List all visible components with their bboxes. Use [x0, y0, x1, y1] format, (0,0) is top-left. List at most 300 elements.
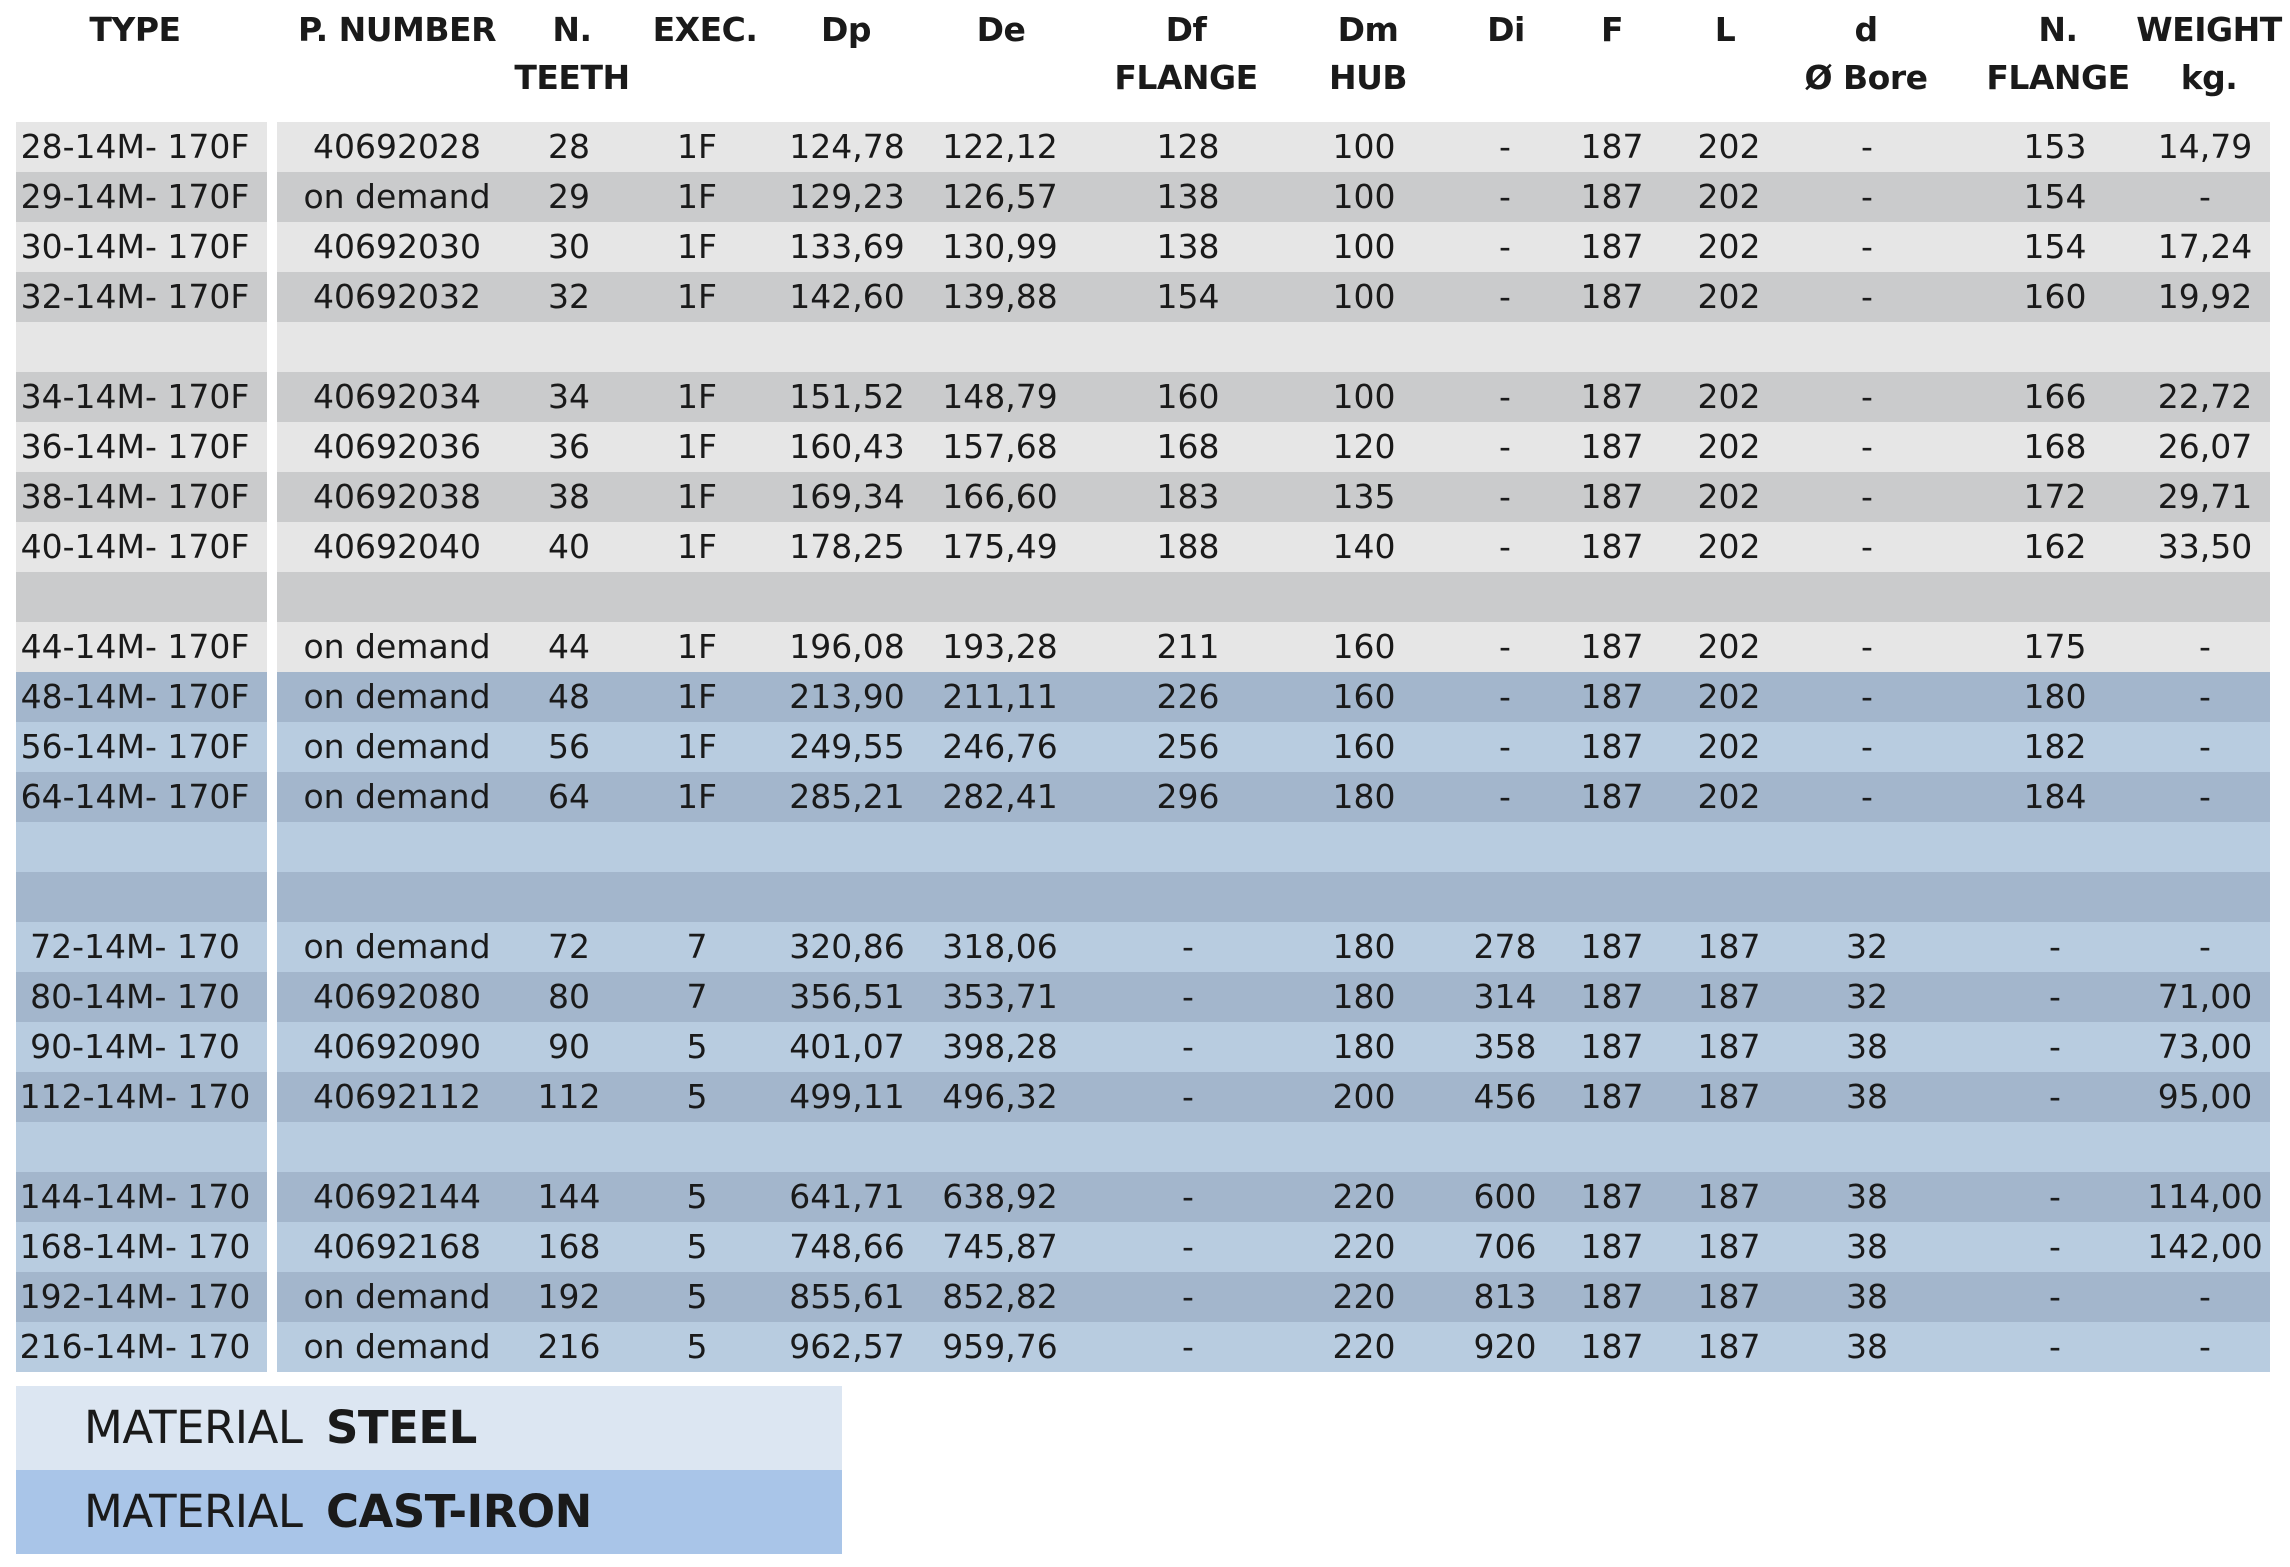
cell-n-flange: 154	[2023, 177, 2087, 216]
cell-df-flange: -	[1182, 1177, 1194, 1216]
cell-bore: -	[1861, 727, 1873, 766]
cell-dm-hub: 220	[1332, 1177, 1396, 1216]
header-l-line1: L	[1714, 10, 1736, 49]
cell-l: 202	[1697, 127, 1761, 166]
cell-n-flange: -	[2049, 1177, 2061, 1216]
cell-f	[1562, 572, 1662, 622]
cell-de: 126,57	[942, 177, 1058, 216]
cell-df-flange: 160	[1156, 377, 1220, 416]
cell-de: 157,68	[942, 427, 1058, 466]
cell-dp: 142,60	[789, 277, 905, 316]
cell-part-number: 40692168	[313, 1227, 481, 1266]
cell-dp: 133,69	[789, 227, 905, 266]
cell-bore: -	[1861, 127, 1873, 166]
cell-l: 187	[1697, 1327, 1761, 1366]
cell-weight: -	[2199, 777, 2211, 816]
cell-type: 44-14M- 170F	[20, 627, 250, 666]
cell-dp: 748,66	[789, 1227, 905, 1266]
cell-f: 187	[1580, 427, 1644, 466]
cell-de: 353,71	[942, 977, 1058, 1016]
header-dm-hub-line2: HUB	[1328, 58, 1408, 97]
cell-part-number: 40692028	[313, 127, 481, 166]
cell-weight: 73,00	[2157, 1027, 2253, 1066]
cell-bore: -	[1861, 427, 1873, 466]
cell-weight	[2130, 872, 2280, 922]
cell-di	[1450, 872, 1560, 922]
cell-type: 56-14M- 170F	[20, 727, 250, 766]
cell-type: 72-14M- 170	[30, 927, 240, 966]
header-weight-line2: kg.	[2180, 58, 2238, 97]
cell-f: 187	[1580, 1327, 1644, 1366]
cell-f: 187	[1580, 1227, 1644, 1266]
cell-df-flange: 188	[1156, 527, 1220, 566]
table-row	[16, 372, 2270, 422]
cell-di: -	[1499, 227, 1511, 266]
cell-weight: 71,00	[2157, 977, 2253, 1016]
cell-df-flange: 183	[1156, 477, 1220, 516]
cell-di: -	[1499, 127, 1511, 166]
cell-dm-hub: 220	[1332, 1277, 1396, 1316]
cell-dp: 160,43	[789, 427, 905, 466]
cell-de: 166,60	[942, 477, 1058, 516]
cell-type: 80-14M- 170	[30, 977, 240, 1016]
cell-part-number: 40692112	[313, 1077, 481, 1116]
cell-n-flange: -	[2049, 1027, 2061, 1066]
legend-label: MATERIAL	[84, 1401, 303, 1454]
cell-n-flange: 184	[2023, 777, 2087, 816]
cell-bore: -	[1861, 277, 1873, 316]
cell-bore: -	[1861, 477, 1873, 516]
cell-type: 30-14M- 170F	[20, 227, 250, 266]
cell-weight: -	[2199, 1327, 2211, 1366]
cell-dp: 213,90	[789, 677, 905, 716]
cell-dm-hub: 100	[1332, 377, 1396, 416]
table-header	[0, 0, 2290, 118]
cell-f: 187	[1580, 177, 1644, 216]
cell-de: 148,79	[942, 377, 1058, 416]
legend-cast-iron	[16, 1470, 842, 1554]
table-row	[16, 1272, 2270, 1322]
cell-df-flange: 296	[1156, 777, 1220, 816]
cell-f: 187	[1580, 477, 1644, 516]
cell-part-number: on demand	[303, 927, 491, 966]
cell-part-number: 40692040	[313, 527, 481, 566]
cell-f: 187	[1580, 277, 1644, 316]
header-teeth-line1: N.	[552, 10, 592, 49]
cell-f: 187	[1580, 927, 1644, 966]
cell-de: 496,32	[942, 1077, 1058, 1116]
cell-teeth	[514, 322, 624, 372]
cell-dp	[772, 1122, 922, 1172]
cell-type: 32-14M- 170F	[20, 277, 250, 316]
cell-part-number: 40692034	[313, 377, 481, 416]
cell-l: 202	[1697, 527, 1761, 566]
cell-di: -	[1499, 527, 1511, 566]
header-weight-line1: WEIGHT	[2136, 10, 2282, 49]
cell-l: 202	[1697, 277, 1761, 316]
cell-de: 139,88	[942, 277, 1058, 316]
cell-dp: 178,25	[789, 527, 905, 566]
cell-weight: -	[2199, 627, 2211, 666]
cell-dm-hub: 220	[1332, 1227, 1396, 1266]
header-f-line1: F	[1600, 10, 1624, 49]
header-df-flange-line1: Df	[1165, 10, 1207, 49]
cell-weight	[2130, 1122, 2280, 1172]
legend-material-value: STEEL	[326, 1401, 477, 1454]
cell-n-flange: 162	[2023, 527, 2087, 566]
cell-de: 959,76	[942, 1327, 1058, 1366]
cell-de: 175,49	[942, 527, 1058, 566]
cell-weight	[2130, 822, 2280, 872]
cell-di: -	[1499, 677, 1511, 716]
cell-weight: 29,71	[2157, 477, 2253, 516]
cell-bore: 38	[1846, 1327, 1888, 1366]
table-row	[16, 1022, 2270, 1072]
cell-n-flange: 154	[2023, 227, 2087, 266]
cell-teeth	[514, 1122, 624, 1172]
cell-l: 187	[1697, 1227, 1761, 1266]
cell-type: 29-14M- 170F	[20, 177, 250, 216]
cell-n-flange: -	[2049, 1227, 2061, 1266]
cell-di: 600	[1473, 1177, 1537, 1216]
table-row	[16, 772, 2270, 822]
cell-n-flange: -	[2049, 1077, 2061, 1116]
legend-material-value: CAST-IRON	[326, 1485, 592, 1538]
cell-dm-hub	[1289, 572, 1439, 622]
cell-f: 187	[1580, 977, 1644, 1016]
cell-teeth	[514, 822, 624, 872]
cell-teeth: 44	[548, 627, 590, 666]
cell-de: 745,87	[942, 1227, 1058, 1266]
cell-exec: 1F	[677, 377, 717, 416]
cell-bore	[1792, 872, 1942, 922]
cell-l: 187	[1697, 1077, 1761, 1116]
cell-bore: -	[1861, 527, 1873, 566]
cell-part-number	[282, 322, 512, 372]
cell-type: 28-14M- 170F	[20, 127, 250, 166]
cell-bore	[1792, 1122, 1942, 1172]
table-row	[16, 122, 2270, 172]
cell-type: 48-14M- 170F	[20, 677, 250, 716]
cell-n-flange: 180	[2023, 677, 2087, 716]
cell-l: 187	[1697, 927, 1761, 966]
cell-dm-hub	[1289, 1122, 1439, 1172]
cell-de: 852,82	[942, 1277, 1058, 1316]
cell-f: 187	[1580, 1027, 1644, 1066]
table-row	[16, 522, 2270, 572]
cell-de	[925, 572, 1075, 622]
cell-dm-hub: 120	[1332, 427, 1396, 466]
cell-weight: 95,00	[2157, 1077, 2253, 1116]
cell-teeth: 48	[548, 677, 590, 716]
table-row	[16, 1072, 2270, 1122]
cell-n-flange	[1970, 1122, 2140, 1172]
cell-n-flange	[1970, 822, 2140, 872]
cell-df-flange: 226	[1156, 677, 1220, 716]
cell-dp: 169,34	[789, 477, 905, 516]
cell-exec: 7	[686, 977, 708, 1016]
cell-type: 216-14M- 170	[19, 1327, 251, 1366]
cell-f: 187	[1580, 777, 1644, 816]
cell-dm-hub: 100	[1332, 177, 1396, 216]
cell-l	[1674, 822, 1784, 872]
cell-de: 398,28	[942, 1027, 1058, 1066]
cell-exec: 1F	[677, 727, 717, 766]
cell-dp: 356,51	[789, 977, 905, 1016]
cell-l	[1674, 572, 1784, 622]
table-row	[16, 422, 2270, 472]
cell-bore: -	[1861, 377, 1873, 416]
cell-weight: -	[2199, 1277, 2211, 1316]
cell-weight: 14,79	[2157, 127, 2253, 166]
cell-part-number: 40692144	[313, 1177, 481, 1216]
cell-f: 187	[1580, 1077, 1644, 1116]
cell-de: 246,76	[942, 727, 1058, 766]
cell-di: -	[1499, 477, 1511, 516]
cell-di: -	[1499, 627, 1511, 666]
cell-bore: 38	[1846, 1277, 1888, 1316]
cell-weight: 22,72	[2157, 377, 2253, 416]
cell-df-flange: -	[1182, 1077, 1194, 1116]
cell-dp: 320,86	[789, 927, 905, 966]
cell-dm-hub	[1289, 822, 1439, 872]
table-row	[16, 872, 2270, 922]
cell-dp: 196,08	[789, 627, 905, 666]
cell-dm-hub: 160	[1332, 677, 1396, 716]
cell-di	[1450, 322, 1560, 372]
cell-di	[1450, 1122, 1560, 1172]
cell-l: 202	[1697, 627, 1761, 666]
cell-f: 187	[1580, 727, 1644, 766]
cell-l: 187	[1697, 1277, 1761, 1316]
header-n-flange-line2: FLANGE	[1986, 58, 2130, 97]
cell-dm-hub: 100	[1332, 227, 1396, 266]
cell-l: 202	[1697, 227, 1761, 266]
cell-bore: 38	[1846, 1177, 1888, 1216]
cell-df-flange: -	[1182, 1227, 1194, 1266]
cell-weight: 33,50	[2157, 527, 2253, 566]
cell-teeth: 192	[537, 1277, 601, 1316]
cell-n-flange: -	[2049, 977, 2061, 1016]
cell-dp	[772, 872, 922, 922]
cell-de: 122,12	[942, 127, 1058, 166]
cell-dp	[772, 572, 922, 622]
cell-dp: 401,07	[789, 1027, 905, 1066]
cell-teeth: 36	[548, 427, 590, 466]
cell-weight	[2130, 572, 2280, 622]
column-divider	[267, 122, 277, 1377]
table-row	[16, 1122, 2270, 1172]
cell-teeth: 112	[537, 1077, 601, 1116]
header-exec-line1: EXEC.	[652, 10, 758, 49]
cell-df-flange: -	[1182, 927, 1194, 966]
cell-part-number	[282, 1122, 512, 1172]
cell-exec: 5	[686, 1027, 708, 1066]
cell-teeth: 40	[548, 527, 590, 566]
cell-exec: 5	[686, 1327, 708, 1366]
cell-di: -	[1499, 277, 1511, 316]
header-type	[25, 6, 245, 54]
cell-n-flange: 172	[2023, 477, 2087, 516]
cell-dp: 124,78	[789, 127, 905, 166]
cell-dp: 962,57	[789, 1327, 905, 1366]
cell-f: 187	[1580, 227, 1644, 266]
header-df-flange-line2: FLANGE	[1114, 58, 1258, 97]
cell-n-flange: 160	[2023, 277, 2087, 316]
cell-bore: -	[1861, 227, 1873, 266]
cell-type: 168-14M- 170	[19, 1227, 251, 1266]
cell-part-number: on demand	[303, 677, 491, 716]
cell-n-flange: 168	[2023, 427, 2087, 466]
table-row	[16, 1322, 2270, 1372]
cell-di	[1450, 572, 1560, 622]
table-row	[16, 822, 2270, 872]
cell-type: 144-14M- 170	[19, 1177, 251, 1216]
cell-df-flange: -	[1182, 1027, 1194, 1066]
header-weight	[2099, 6, 2290, 102]
cell-part-number: on demand	[303, 627, 491, 666]
cell-dm-hub: 220	[1332, 1327, 1396, 1366]
cell-type	[2, 322, 269, 372]
cell-f	[1562, 322, 1662, 372]
cell-de: 193,28	[942, 627, 1058, 666]
cell-weight: 17,24	[2157, 227, 2253, 266]
header-teeth-line2: TEETH	[514, 58, 630, 97]
cell-dp: 499,11	[789, 1077, 905, 1116]
cell-df-flange: -	[1182, 1327, 1194, 1366]
cell-bore: -	[1861, 777, 1873, 816]
cell-df-flange	[1103, 1122, 1273, 1172]
cell-exec	[637, 572, 757, 622]
cell-di	[1450, 822, 1560, 872]
cell-n-flange: 182	[2023, 727, 2087, 766]
cell-part-number	[282, 822, 512, 872]
cell-df-flange: -	[1182, 977, 1194, 1016]
cell-exec	[637, 872, 757, 922]
cell-dm-hub: 140	[1332, 527, 1396, 566]
cell-df-flange: 168	[1156, 427, 1220, 466]
cell-df-flange	[1103, 872, 1273, 922]
cell-type: 36-14M- 170F	[20, 427, 250, 466]
cell-bore: 38	[1846, 1077, 1888, 1116]
cell-bore: 32	[1846, 927, 1888, 966]
cell-teeth: 168	[537, 1227, 601, 1266]
cell-teeth: 29	[548, 177, 590, 216]
cell-de	[925, 822, 1075, 872]
cell-exec: 1F	[677, 427, 717, 466]
cell-de	[925, 872, 1075, 922]
cell-exec: 1F	[677, 677, 717, 716]
header-di-line1: Di	[1487, 10, 1525, 49]
header-bore	[1756, 6, 1976, 102]
cell-de: 130,99	[942, 227, 1058, 266]
cell-l	[1674, 322, 1784, 372]
cell-teeth: 72	[548, 927, 590, 966]
cell-dm-hub: 100	[1332, 127, 1396, 166]
cell-bore: -	[1861, 677, 1873, 716]
cell-bore	[1792, 822, 1942, 872]
cell-f	[1562, 822, 1662, 872]
cell-teeth	[514, 872, 624, 922]
cell-teeth: 144	[537, 1177, 601, 1216]
cell-exec	[637, 322, 757, 372]
cell-weight: 26,07	[2157, 427, 2253, 466]
cell-dp: 151,52	[789, 377, 905, 416]
legend-label: MATERIAL	[84, 1485, 303, 1538]
cell-teeth: 34	[548, 377, 590, 416]
cell-l	[1674, 872, 1784, 922]
cell-exec: 1F	[677, 227, 717, 266]
cell-exec	[637, 1122, 757, 1172]
table-row	[16, 322, 2270, 372]
cell-l: 202	[1697, 727, 1761, 766]
cell-exec: 5	[686, 1277, 708, 1316]
cell-exec: 5	[686, 1077, 708, 1116]
cell-part-number: on demand	[303, 177, 491, 216]
cell-f: 187	[1580, 127, 1644, 166]
cell-part-number: 40692080	[313, 977, 481, 1016]
table-row	[16, 272, 2270, 322]
cell-f: 187	[1580, 527, 1644, 566]
cell-weight	[2130, 322, 2280, 372]
cell-type	[2, 572, 269, 622]
cell-type	[2, 822, 269, 872]
table-row	[16, 472, 2270, 522]
cell-weight: 114,00	[2147, 1177, 2263, 1216]
cell-n-flange: 175	[2023, 627, 2087, 666]
cell-exec: 7	[686, 927, 708, 966]
cell-teeth: 28	[548, 127, 590, 166]
cell-dm-hub: 160	[1332, 727, 1396, 766]
table-row	[16, 922, 2270, 972]
header-bore-line1: d	[1854, 10, 1878, 49]
cell-l: 202	[1697, 427, 1761, 466]
cell-exec: 5	[686, 1177, 708, 1216]
cell-teeth: 56	[548, 727, 590, 766]
cell-exec: 1F	[677, 277, 717, 316]
table-row	[16, 722, 2270, 772]
cell-weight: -	[2199, 727, 2211, 766]
cell-type	[2, 872, 269, 922]
header-dp-line1: Dp	[820, 10, 871, 49]
header-dm-hub-line1: Dm	[1337, 10, 1399, 49]
table-row	[16, 1222, 2270, 1272]
cell-f: 187	[1580, 1277, 1644, 1316]
cell-part-number: on demand	[303, 1327, 491, 1366]
cell-f: 187	[1580, 377, 1644, 416]
cell-dm-hub: 180	[1332, 1027, 1396, 1066]
cell-type: 40-14M- 170F	[20, 527, 250, 566]
cell-de	[925, 1122, 1075, 1172]
cell-teeth: 38	[548, 477, 590, 516]
cell-dp: 285,21	[789, 777, 905, 816]
cell-dm-hub	[1289, 322, 1439, 372]
cell-type: 90-14M- 170	[30, 1027, 240, 1066]
cell-di: 358	[1473, 1027, 1537, 1066]
cell-de: 211,11	[942, 677, 1058, 716]
cell-part-number: 40692030	[313, 227, 481, 266]
cell-exec	[637, 822, 757, 872]
cell-part-number	[282, 872, 512, 922]
cell-df-flange: 256	[1156, 727, 1220, 766]
cell-exec: 1F	[677, 127, 717, 166]
cell-de: 638,92	[942, 1177, 1058, 1216]
table-row	[16, 972, 2270, 1022]
header-de-line1: De	[976, 10, 1026, 49]
cell-bore: 38	[1846, 1227, 1888, 1266]
cell-part-number	[282, 572, 512, 622]
cell-di: 920	[1473, 1327, 1537, 1366]
